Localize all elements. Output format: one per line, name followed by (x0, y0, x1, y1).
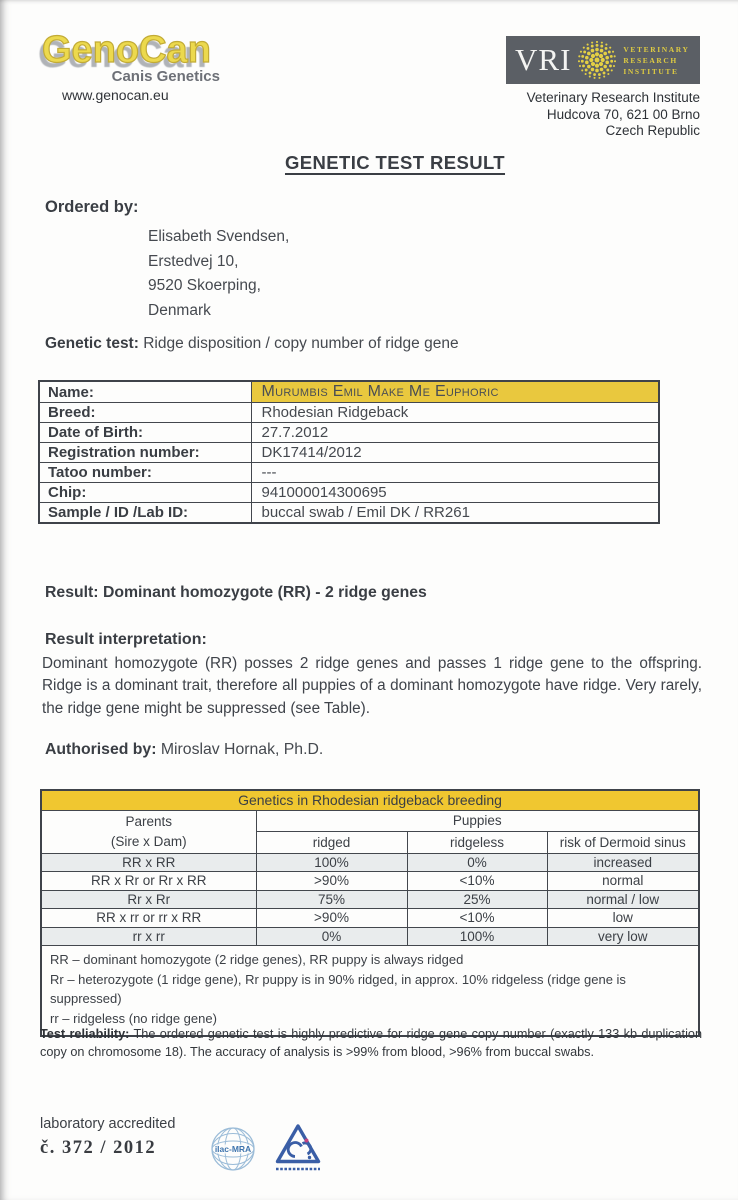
risk-header: risk of Dermoid sinus (547, 832, 699, 854)
svg-text:ilac-MRA: ilac-MRA (214, 1144, 252, 1154)
row-label: Chip: (39, 483, 251, 503)
ridged-cell: 0% (256, 927, 407, 946)
genocan-logo-text: GenoCan (42, 29, 211, 71)
authorised-label: Authorised by: (45, 741, 157, 758)
vri-line-3: INSTITUTE (623, 66, 679, 76)
footnote-line: Rr – heterozygote (1 ridge gene), Rr puppy is in 90% ridged, in approx. 10% ridgeless (ridge gene is suppressed) (50, 971, 626, 1006)
ridgeless-cell: 25% (407, 890, 547, 909)
dog-name-value: Murumbis Emil Make Me Euphoric (251, 381, 659, 403)
vri-line-1: VETERINARY (623, 44, 690, 54)
vri-block (506, 36, 700, 140)
risk-cell: low (547, 909, 699, 928)
genetics-table (40, 789, 700, 1037)
parents-cell: RR x rr or rr x RR (41, 909, 256, 928)
sample-info-table (38, 380, 660, 524)
accreditation-body-triangle-logo-icon (274, 1123, 322, 1177)
ridged-cell: >90% (256, 909, 407, 928)
risk-cell: very low (547, 927, 699, 946)
vri-address-line: Czech Republic (605, 123, 700, 138)
table-row (41, 853, 699, 872)
interpretation-label: Result interpretation: (45, 631, 207, 648)
genocan-logo (42, 30, 222, 103)
accreditation-number: č. 372 / 2012 (40, 1138, 157, 1158)
ridgeless-header: ridgeless (407, 832, 547, 854)
vri-logo (506, 36, 700, 84)
ridged-cell: >90% (256, 872, 407, 891)
address-line: Denmark (148, 301, 211, 319)
row-value: 27.7.2012 (251, 423, 659, 443)
genetics-footnotes (41, 946, 699, 1037)
table-row (39, 403, 659, 423)
table-row (39, 463, 659, 483)
table-row (39, 381, 659, 403)
address-line: 9520 Skoerping, (148, 277, 261, 294)
row-label: Breed: (39, 403, 251, 423)
row-label: Registration number: (39, 443, 251, 463)
parents-cell: RR x RR (41, 853, 256, 872)
table-row (39, 503, 659, 524)
parents-cell: rr x rr (41, 927, 256, 946)
footnote-line: RR – dominant homozygote (2 ridge genes), RR puppy is always ridged (50, 952, 464, 967)
genetics-table-title: Genetics in Rhodesian ridgeback breeding (41, 790, 699, 810)
vri-address (506, 90, 700, 140)
ilac-mra-logo-icon (210, 1126, 256, 1172)
puppies-header: Puppies (256, 810, 699, 832)
address-line: Elisabeth Svendsen, (148, 228, 290, 245)
table-row (39, 443, 659, 463)
table-row (41, 890, 699, 909)
row-label: Sample / ID /Lab ID: (39, 503, 251, 524)
reliability-text: The ordered genetic test is highly predictive for ridge gene copy number (exactly 133 kb duplication copy on chromosome 18). The accuracy of analysis is >99% from blood, >96% from buccal swabs. (40, 1027, 702, 1059)
ordered-by-address (148, 225, 289, 323)
vri-address-line: Veterinary Research Institute (526, 90, 700, 105)
genetic-test-label: Genetic test: (45, 335, 139, 352)
interpretation-text: Dominant homozygote (RR) posses 2 ridge genes and passes 1 ridge gene to the offspring. Ridge is a dominant trait, therefore all puppies of a dominant homozygote have ridge. Very rarely, the ridge gene might be suppressed (see Table). (42, 655, 702, 717)
table-row (41, 872, 699, 891)
table-row (39, 423, 659, 443)
genetic-test-value: Ridge disposition / copy number of ridge gene (143, 335, 459, 352)
genocan-url: www.genocan.eu (62, 87, 169, 103)
vri-sun-icon (578, 41, 616, 79)
genetics-header-row-1 (41, 810, 699, 832)
vri-abbr: VRI (515, 42, 572, 77)
genocan-subtitle: Canis Genetics (111, 68, 220, 85)
row-value: --- (251, 463, 659, 483)
ridgeless-cell: <10% (407, 872, 547, 891)
table-row (39, 483, 659, 503)
ridgeless-cell: 0% (407, 853, 547, 872)
result-label: Result: (45, 584, 99, 601)
accredited-label: laboratory accredited (40, 1116, 176, 1132)
parents-cell: Rr x Rr (41, 890, 256, 909)
genetic-test-line (45, 335, 459, 353)
row-label: Name: (39, 381, 251, 403)
row-value: buccal swab / Emil DK / RR261 (251, 503, 659, 524)
reliability-label: Test reliability: (40, 1027, 130, 1041)
ridgeless-cell: <10% (407, 909, 547, 928)
footnote-line: rr – ridgeless (no ridge gene) (50, 1010, 217, 1026)
ridgeless-cell: 100% (407, 927, 547, 946)
row-value: 941000014300695 (251, 483, 659, 503)
risk-cell: increased (547, 853, 699, 872)
parents-header-line: Parents (125, 813, 173, 829)
ridged-cell: 100% (256, 853, 407, 872)
parents-header (41, 810, 256, 853)
risk-cell: normal / low (547, 890, 699, 909)
ridged-cell: 75% (256, 890, 407, 909)
genetics-table-title-row (41, 790, 699, 810)
address-line: Erstedvej 10, (148, 252, 239, 270)
parents-cell: RR x Rr or Rr x RR (41, 872, 256, 891)
ridged-header: ridged (256, 832, 407, 854)
parents-header-line: (Sire x Dam) (110, 833, 187, 849)
table-row (41, 909, 699, 928)
ordered-by-label: Ordered by: (45, 198, 139, 216)
genetics-footnotes-row (41, 946, 699, 1037)
row-value: DK17414/2012 (251, 443, 659, 463)
vri-address-line: Hudcova 70, 621 00 Brno (546, 106, 700, 122)
page-title: GENETIC TEST RESULT (284, 152, 506, 173)
authorised-value: Miroslav Hornak, Ph.D. (160, 741, 324, 758)
row-value: Rhodesian Ridgeback (251, 403, 659, 423)
table-row (41, 927, 699, 946)
authorised-line (45, 741, 323, 759)
row-label: Date of Birth: (39, 423, 251, 443)
vri-institute-lines (623, 45, 689, 76)
test-reliability-note (40, 1026, 702, 1061)
risk-cell: normal (547, 872, 699, 891)
vri-line-2: RESEARCH (623, 55, 678, 65)
result-value: Dominant homozygote (RR) - 2 ridge genes (102, 584, 427, 601)
result-line (45, 584, 427, 602)
row-label: Tatoo number: (39, 463, 251, 483)
